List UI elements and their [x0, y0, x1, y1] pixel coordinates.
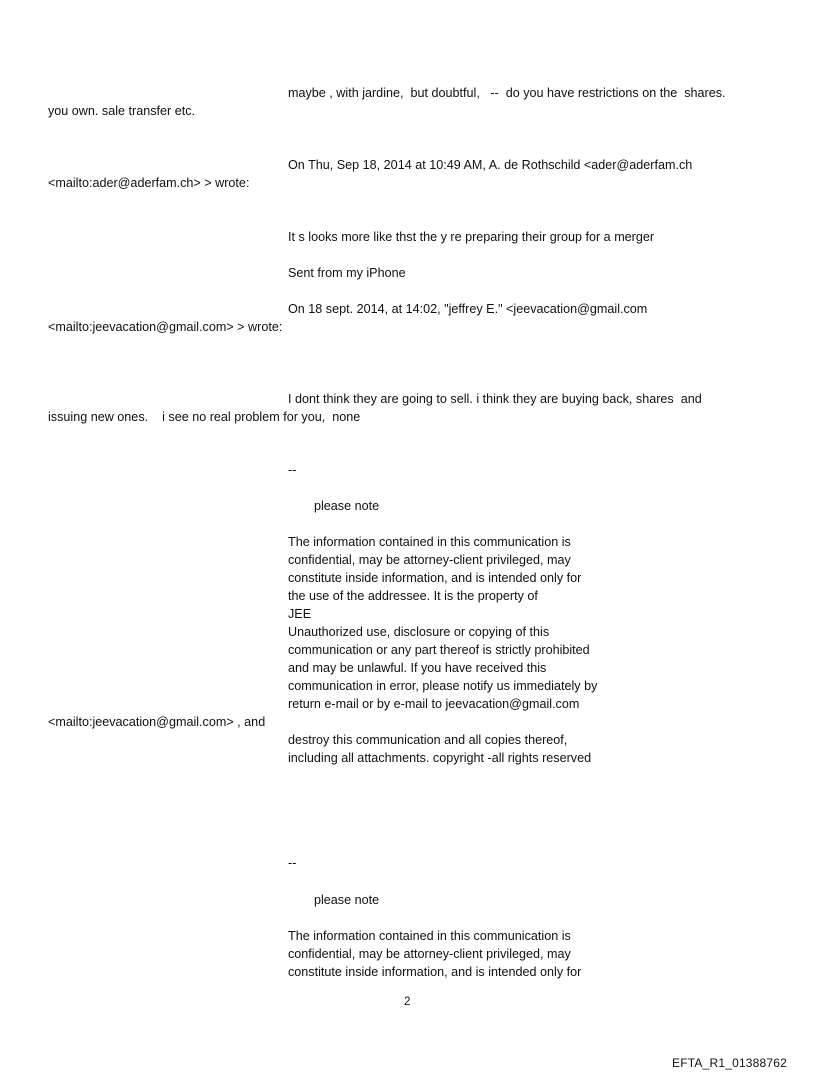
disclaimer-heading: please note	[314, 893, 380, 907]
page-number: 2	[404, 996, 411, 1008]
disclaimer-mailto-line: <mailto:jeevacation@gmail.com> , and	[48, 715, 266, 729]
quote-body-line: I dont think they are going to sell. i think they are buying back, shares and	[288, 392, 702, 406]
disclaimer-line: JEE	[288, 607, 312, 621]
document-id: EFTA_R1_01388762	[672, 1056, 788, 1070]
disclaimer-line: confidential, may be attorney-client privileged, may	[288, 553, 571, 567]
iphone-signature: Sent from my iPhone	[288, 266, 406, 280]
disclaimer-line: The information contained in this communication is	[288, 929, 571, 943]
disclaimer-line: communication or any part thereof is strictly prohibited	[288, 643, 590, 657]
quote-header-line: <mailto:ader@aderfam.ch> > wrote:	[48, 176, 250, 190]
disclaimer-line: including all attachments. copyright -all rights reserved	[288, 751, 592, 765]
disclaimer-line: Unauthorized use, disclosure or copying of this	[288, 625, 550, 639]
quote-header-line: On 18 sept. 2014, at 14:02, "jeffrey E." <jeevacation@gmail.com	[288, 302, 648, 316]
disclaimer-line: and may be unlawful. If you have received this	[288, 661, 547, 675]
signature-separator: --	[288, 856, 297, 870]
disclaimer-line: communication in error, please notify us immediately by	[288, 679, 598, 693]
quote-header-line: <mailto:jeevacation@gmail.com> > wrote:	[48, 320, 283, 334]
disclaimer-line: destroy this communication and all copies thereof,	[288, 733, 568, 747]
signature-separator: --	[288, 463, 297, 477]
disclaimer-line: The information contained in this communication is	[288, 535, 571, 549]
disclaimer-line: constitute inside information, and is intended only for	[288, 965, 582, 979]
disclaimer-line: the use of the addressee. It is the property of	[288, 589, 538, 603]
disclaimer-line: confidential, may be attorney-client privileged, may	[288, 947, 571, 961]
reply-line: maybe , with jardine, but doubtful, -- do you have restrictions on the shares.	[288, 86, 726, 100]
disclaimer-line: constitute inside information, and is intended only for	[288, 571, 582, 585]
quote-body-line: It s looks more like thst the y re preparing their group for a merger	[288, 230, 655, 244]
disclaimer-heading: please note	[314, 499, 380, 513]
quote-body-line: issuing new ones. i see no real problem for you, none	[48, 410, 361, 424]
reply-line: you own. sale transfer etc.	[48, 104, 195, 118]
quote-header-line: On Thu, Sep 18, 2014 at 10:49 AM, A. de Rothschild <ader@aderfam.ch	[288, 158, 693, 172]
disclaimer-line: return e-mail or by e-mail to jeevacation@gmail.com	[288, 697, 580, 711]
